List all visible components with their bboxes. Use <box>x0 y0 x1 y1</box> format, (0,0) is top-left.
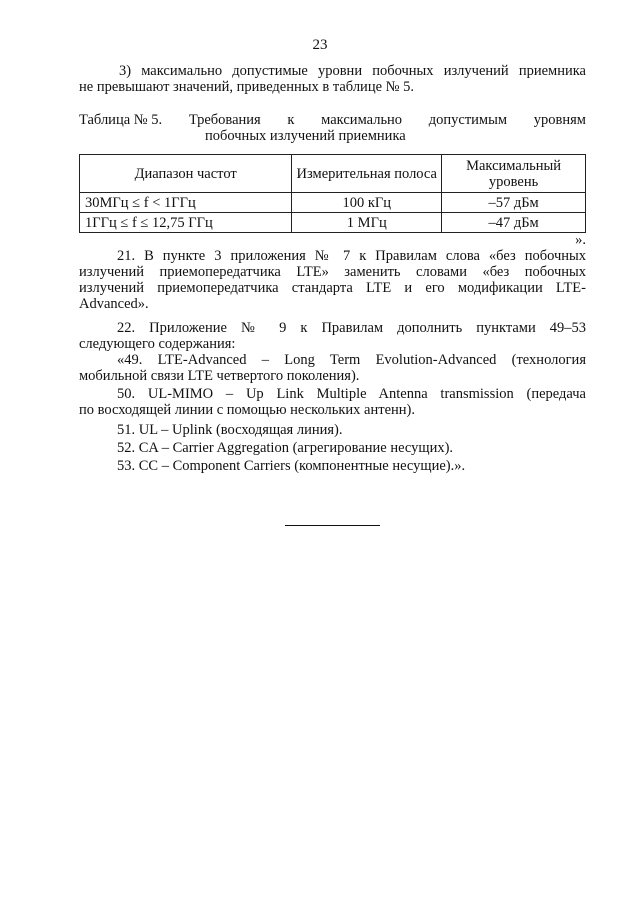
intro-line-2: не превышают значений, приведенных в таблице № 5. <box>79 79 414 95</box>
table-caption-word: к <box>287 112 295 128</box>
table-closing-quote: ». <box>575 232 586 248</box>
paragraph-21-line: излучений приемопередатчика LTE» заменить словами «без побочных <box>79 264 586 280</box>
header-frequency-range: Диапазон частот <box>80 155 292 193</box>
header-measurement-bandwidth: Измерительная полоса <box>292 155 442 193</box>
paragraph-49-line: мобильной связи LTE четвертого поколения). <box>79 368 360 384</box>
cell-measurement-bandwidth: 100 кГц <box>292 193 442 213</box>
paragraph-22 <box>79 320 586 352</box>
table-row <box>80 213 586 233</box>
cell-frequency-range: 1ГГц ≤ f ≤ 12,75 ГГц <box>80 213 292 233</box>
paragraph-22-line: следующего содержания: <box>79 336 236 352</box>
cell-max-level: –47 дБм <box>442 213 586 233</box>
cell-measurement-bandwidth: 1 МГц <box>292 213 442 233</box>
header-max-level: Максимальный уровень <box>442 155 586 193</box>
paragraph-21-line: 21. В пункте 3 приложения № 7 к Правилам слова «без побочных <box>117 248 586 264</box>
cell-frequency-range: 30МГц ≤ f < 1ГГц <box>80 193 292 213</box>
end-divider <box>285 525 380 526</box>
paragraph-22-line: 22. Приложение № 9 к Правилам дополнить пунктами 49–53 <box>117 320 586 336</box>
paragraph-21-line: излучений приемопередатчика стандарта LTE и его модификации LTE- <box>79 280 586 296</box>
paragraph-50-line: по восходящей линии с помощью нескольких антенн). <box>79 402 415 418</box>
table-caption-word: максимально <box>321 112 403 128</box>
paragraph-49-line: «49. LTE-Advanced – Long Term Evolution-Advanced (технология <box>117 352 586 368</box>
table-caption-label: Таблица № 5. <box>79 112 163 128</box>
paragraph-53 <box>79 458 586 474</box>
table-caption-word: уровням <box>533 112 586 128</box>
table-header-row <box>80 155 586 193</box>
table-caption <box>79 112 586 144</box>
table-caption-row <box>79 112 586 128</box>
intro-paragraph <box>79 63 586 95</box>
table-row <box>80 193 586 213</box>
paragraph-21 <box>79 248 586 312</box>
paragraph-49 <box>79 352 586 384</box>
paragraph-50-line: 50. UL-MIMO – Up Link Multiple Antenna transmission (передача <box>117 386 586 402</box>
paragraph-52-line: 52. CA – Carrier Aggregation (агрегирование несущих). <box>117 440 454 456</box>
paragraph-51-line: 51. UL – Uplink (восходящая линия). <box>117 422 343 438</box>
intro-line-1: 3) максимально допустимые уровни побочных излучений приемника <box>119 63 586 79</box>
page-number: 23 <box>312 37 328 53</box>
table-caption-word: допустимым <box>428 112 508 128</box>
table-caption-word: Требования <box>188 112 261 128</box>
table-caption-line-2: побочных излучений приемника <box>205 128 406 144</box>
cell-max-level: –57 дБм <box>442 193 586 213</box>
paragraph-51 <box>79 422 586 438</box>
paragraph-53-line: 53. CC – Component Carriers (компонентные несущие).». <box>117 458 466 474</box>
paragraph-21-line: Advanced». <box>79 296 149 312</box>
paragraph-52 <box>79 440 586 456</box>
paragraph-50 <box>79 386 586 418</box>
requirements-table <box>79 154 586 233</box>
